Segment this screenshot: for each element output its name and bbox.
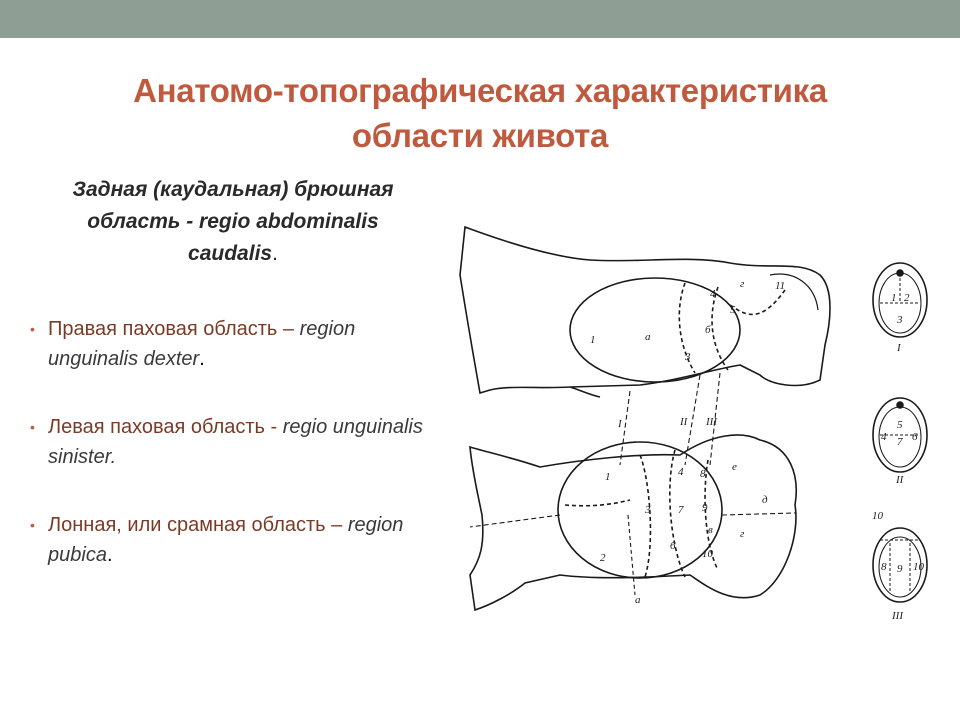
region-heading-end: .: [272, 242, 278, 265]
fig-label: 9: [897, 563, 903, 575]
bullet-icon: •: [30, 419, 35, 435]
fig-label: а: [645, 331, 651, 343]
fig-label: III: [892, 610, 903, 622]
region-heading-ru: Задная (каудальная) брюшная область -: [72, 178, 394, 233]
fig-label: 2: [904, 292, 910, 304]
fig-label: 6: [912, 431, 918, 443]
list-item: • Лонная, или срамная область – region pubica.: [30, 510, 430, 570]
fig-label: 1: [605, 471, 611, 483]
fig-label: 9: [702, 502, 708, 514]
region-list: [30, 314, 430, 608]
roman-label: III: [706, 416, 717, 428]
anatomy-drawing: [440, 215, 945, 635]
fig-label: 5: [897, 419, 903, 431]
fig-label: 2: [600, 552, 606, 564]
fig-label: 7: [897, 436, 903, 448]
list-item: • Левая паховая область - regio unguinalis sinister.: [30, 412, 430, 472]
fig-label: I: [897, 342, 901, 354]
fig-label: 3: [897, 314, 903, 326]
fig-label: в: [708, 524, 713, 536]
fig-label: 5: [730, 304, 736, 316]
fig-label: 10: [702, 548, 713, 560]
fig-label: д: [762, 494, 768, 506]
region-heading-lat: regio abdominalis caudalis: [188, 210, 379, 265]
fig-label: 4: [678, 466, 684, 478]
roman-label: I: [618, 418, 622, 430]
fig-label: 7: [678, 504, 684, 516]
fig-label: 10: [913, 561, 924, 573]
fig-label: б: [705, 324, 711, 336]
fig-label: 6: [670, 540, 676, 552]
fig-label: 8: [881, 561, 887, 573]
roman-label: II: [680, 416, 688, 428]
list-item: • Правая паховая область – region unguinalis dexter.: [30, 314, 430, 374]
fig-label: а: [635, 594, 641, 606]
top-view: [470, 435, 796, 610]
fig-label: 3: [685, 351, 691, 363]
section-III-labels: [872, 510, 925, 622]
fig-label: е: [732, 461, 737, 473]
title-line-1: Анатомо-топографическая характеристика: [133, 72, 827, 109]
title-line-2: области живота: [351, 117, 609, 154]
fig-label: 3: [645, 504, 651, 516]
side-view-labels: [590, 278, 785, 430]
bullet-icon: •: [30, 321, 35, 337]
slide-title: [40, 68, 920, 158]
bullet-icon: •: [30, 517, 35, 533]
fig-label: 4: [881, 431, 887, 443]
fig-label: II: [896, 474, 904, 486]
side-view: [460, 227, 830, 465]
fig-label: г: [740, 278, 745, 290]
section-II-labels: [881, 419, 918, 486]
fig-label: 4: [710, 288, 716, 300]
fig-label: 1: [891, 292, 897, 304]
fig-label: 8: [700, 468, 706, 480]
anatomy-figure: [440, 215, 945, 635]
top-view-labels: [600, 461, 768, 606]
fig-label: 10: [872, 510, 883, 522]
region-heading: [48, 174, 418, 270]
fig-label: 1: [590, 334, 596, 346]
section-I-labels: [891, 292, 910, 354]
fig-label: 11: [775, 280, 786, 292]
top-accent-bar: [0, 0, 960, 38]
fig-label: г: [740, 528, 745, 540]
